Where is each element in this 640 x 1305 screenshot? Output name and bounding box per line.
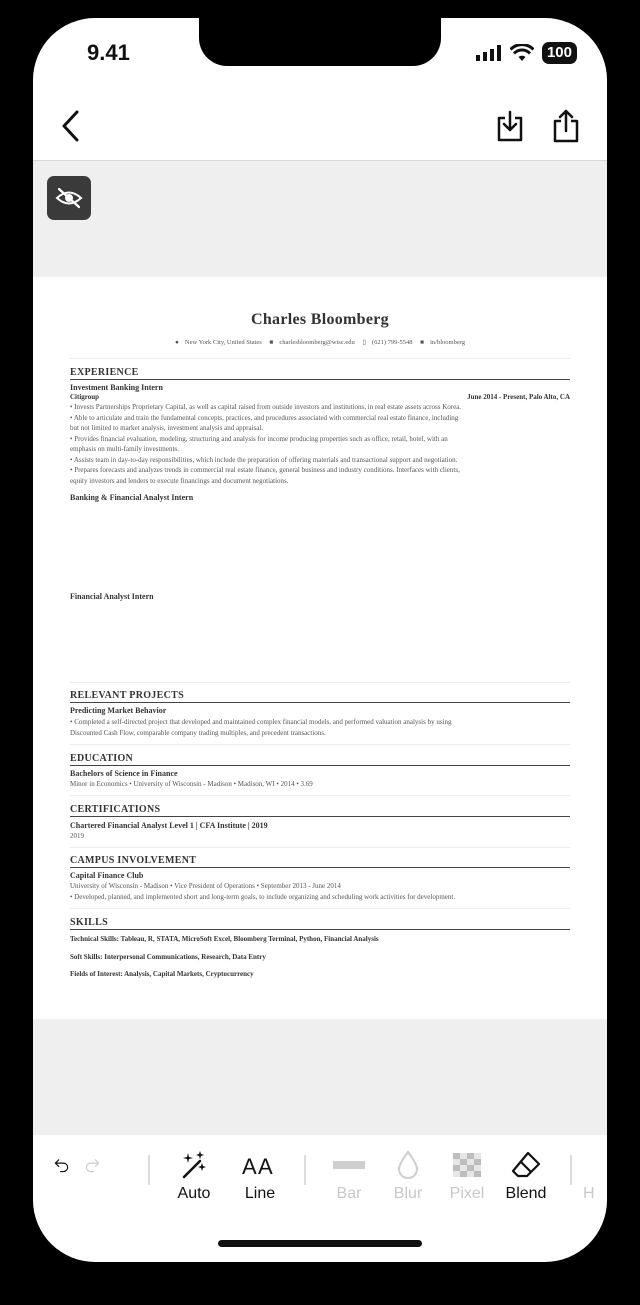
contact-email: charlesbloomberg@wisc.edu — [279, 339, 355, 346]
magic-wand-icon — [178, 1149, 210, 1181]
visibility-toggle-button[interactable] — [47, 176, 91, 220]
email-icon: ■ — [269, 339, 274, 346]
back-icon — [61, 110, 81, 142]
phone-screen — [33, 18, 607, 1262]
separator — [70, 744, 570, 745]
contact-line — [33, 338, 607, 346]
blur-label: Blur — [393, 1185, 423, 1202]
section-education: EDUCATION — [70, 753, 570, 766]
download-button[interactable] — [490, 106, 530, 146]
toolbar-separator — [304, 1155, 306, 1185]
job3-title: Financial Analyst Intern — [70, 592, 154, 601]
separator — [70, 358, 570, 359]
notch — [199, 18, 441, 66]
blend-label: Blend — [505, 1185, 547, 1202]
next-tool-label: H — [583, 1185, 595, 1202]
skills-interest: Fields of Interest: Analysis, Capital Markets, Cryptocurrency — [70, 970, 254, 978]
linkedin-icon: ■ — [420, 339, 425, 346]
section-experience: EXPERIENCE — [70, 367, 570, 380]
top-nav — [33, 98, 607, 158]
auto-tool[interactable] — [164, 1149, 224, 1203]
battery-indicator: 100 — [542, 42, 577, 64]
eraser-icon — [510, 1150, 542, 1180]
contact-phone: (621) 799-5548 — [371, 339, 413, 346]
section-projects: RELEVANT PROJECTS — [70, 690, 570, 703]
skills-technical: Technical Skills: Tableau, R, STATA, MicroSoft Excel, Bloomberg Terminal, Python, Financial Analysis — [70, 935, 379, 943]
share-button[interactable] — [546, 106, 586, 146]
resume-document — [33, 277, 607, 1019]
pixel-label: Pixel — [449, 1185, 485, 1202]
job2-title: Banking & Financial Analyst Intern — [70, 493, 194, 502]
job1-bullet: • Invests Partnerships Proprietary Capital, as well as capital raised from outside investors and institutions, in real estate assets across Korea. — [70, 403, 462, 411]
toolbar-separator — [570, 1155, 572, 1185]
campus-details: University of Wisconsin - Madison • Vice President of Operations • September 2013 - June 2014 — [70, 882, 341, 890]
edit-toolbar — [33, 1135, 607, 1225]
wifi-icon — [510, 44, 534, 62]
education-details: Minor in Economics • University of Wisconsin - Madison • Madison, WI • 2014 • 3.69 — [70, 780, 313, 788]
section-campus: CAMPUS INVOLVEMENT — [70, 855, 570, 868]
blend-tool[interactable] — [496, 1149, 556, 1203]
back-button[interactable] — [51, 106, 91, 146]
text-size-icon — [242, 1150, 278, 1180]
bar-tool[interactable] — [319, 1149, 379, 1203]
auto-label: Auto — [177, 1185, 211, 1202]
status-icons — [476, 42, 577, 64]
next-tool-partial[interactable] — [583, 1149, 607, 1203]
project-title: Predicting Market Behavior — [70, 706, 167, 715]
undo-icon[interactable] — [54, 1150, 70, 1180]
location-icon: ● — [174, 339, 179, 346]
line-label: Line — [244, 1185, 276, 1202]
blur-tool[interactable] — [378, 1149, 438, 1203]
editor-canvas[interactable] — [33, 161, 607, 1135]
education-degree: Bachelors of Science in Finance — [70, 769, 178, 778]
job1-bullet: equity investors and lenders to execute financings and document negotiations. — [70, 477, 289, 485]
section-skills: SKILLS — [70, 917, 570, 930]
job1-bullet: • Prepares forecasts and analyzes trends in commercial real estate finance, general business and industry conditions. Interfaces with clients, — [70, 466, 460, 474]
share-icon — [552, 109, 580, 143]
bar-icon — [333, 1159, 365, 1171]
svg-text:A: A — [258, 1154, 273, 1179]
pixel-tool[interactable] — [437, 1149, 497, 1203]
separator — [70, 682, 570, 683]
phone-icon: ▯ — [362, 339, 366, 346]
separator — [70, 795, 570, 796]
job1-dates: June 2014 - Present, Palo Alto, CA — [467, 393, 570, 401]
job1-title: Investment Banking Intern — [70, 383, 163, 392]
contact-linkedin: in/bloomberg — [430, 339, 465, 346]
job1-bullet: • Assists team in day-to-day responsibilities, which include the preparation of offering materials and transactional support and negotiation. — [70, 456, 458, 464]
job1-bullet: but not limited to market analysis, investment analysis and appraisal. — [70, 424, 264, 432]
project-bullet: • Completed a self-directed project that developed and maintained complex financial models, and performed valuation analysis by using — [70, 718, 452, 726]
redo-icon[interactable] — [84, 1150, 100, 1180]
undo-redo-group — [40, 1149, 100, 1181]
download-icon — [496, 110, 524, 142]
job1-bullet: • Provides financial evaluation, modeling, structuring and analysis for income producing properties such as office, retail, hotel, with an — [70, 435, 448, 443]
contact-location: New York City, United States — [184, 339, 262, 346]
campus-title: Capital Finance Club — [70, 871, 144, 880]
certification-title: Chartered Financial Analyst Level 1 | CFA Institute | 2019 — [70, 821, 268, 830]
job1-bullet: • Able to articulate and train the fundamental concepts, practices, and procedures associated with commercial real estate finance, including — [70, 414, 459, 422]
resume-name: Charles Bloomberg — [251, 311, 389, 328]
eye-slash-icon — [55, 187, 83, 209]
campus-bullet: • Developed, planned, and implemented short and long-term goals, to include organizing and scheduling work activities for development. — [70, 893, 456, 901]
toolbar-separator — [148, 1155, 150, 1185]
bar-label: Bar — [336, 1185, 362, 1202]
droplet-icon — [397, 1150, 419, 1180]
status-time: 9.41 — [87, 40, 130, 65]
project-bullet: Discounted Cash Flow, comparable company trading multiples, and precedent transactions. — [70, 729, 326, 737]
svg-text:A: A — [242, 1154, 257, 1179]
signal-icon — [476, 45, 502, 61]
job1-bullet: emphasis on multi-family investments. — [70, 445, 179, 453]
job1-company: Citigroup — [70, 393, 100, 401]
certification-year: 2019 — [70, 832, 84, 840]
separator — [70, 847, 570, 848]
line-tool[interactable] — [230, 1149, 290, 1203]
pixelate-icon — [453, 1153, 481, 1177]
skills-soft: Soft Skills: Interpersonal Communications, Research, Data Entry — [70, 953, 266, 961]
home-indicator[interactable] — [218, 1240, 422, 1247]
section-certifications: CERTIFICATIONS — [70, 804, 570, 817]
separator — [70, 908, 570, 909]
